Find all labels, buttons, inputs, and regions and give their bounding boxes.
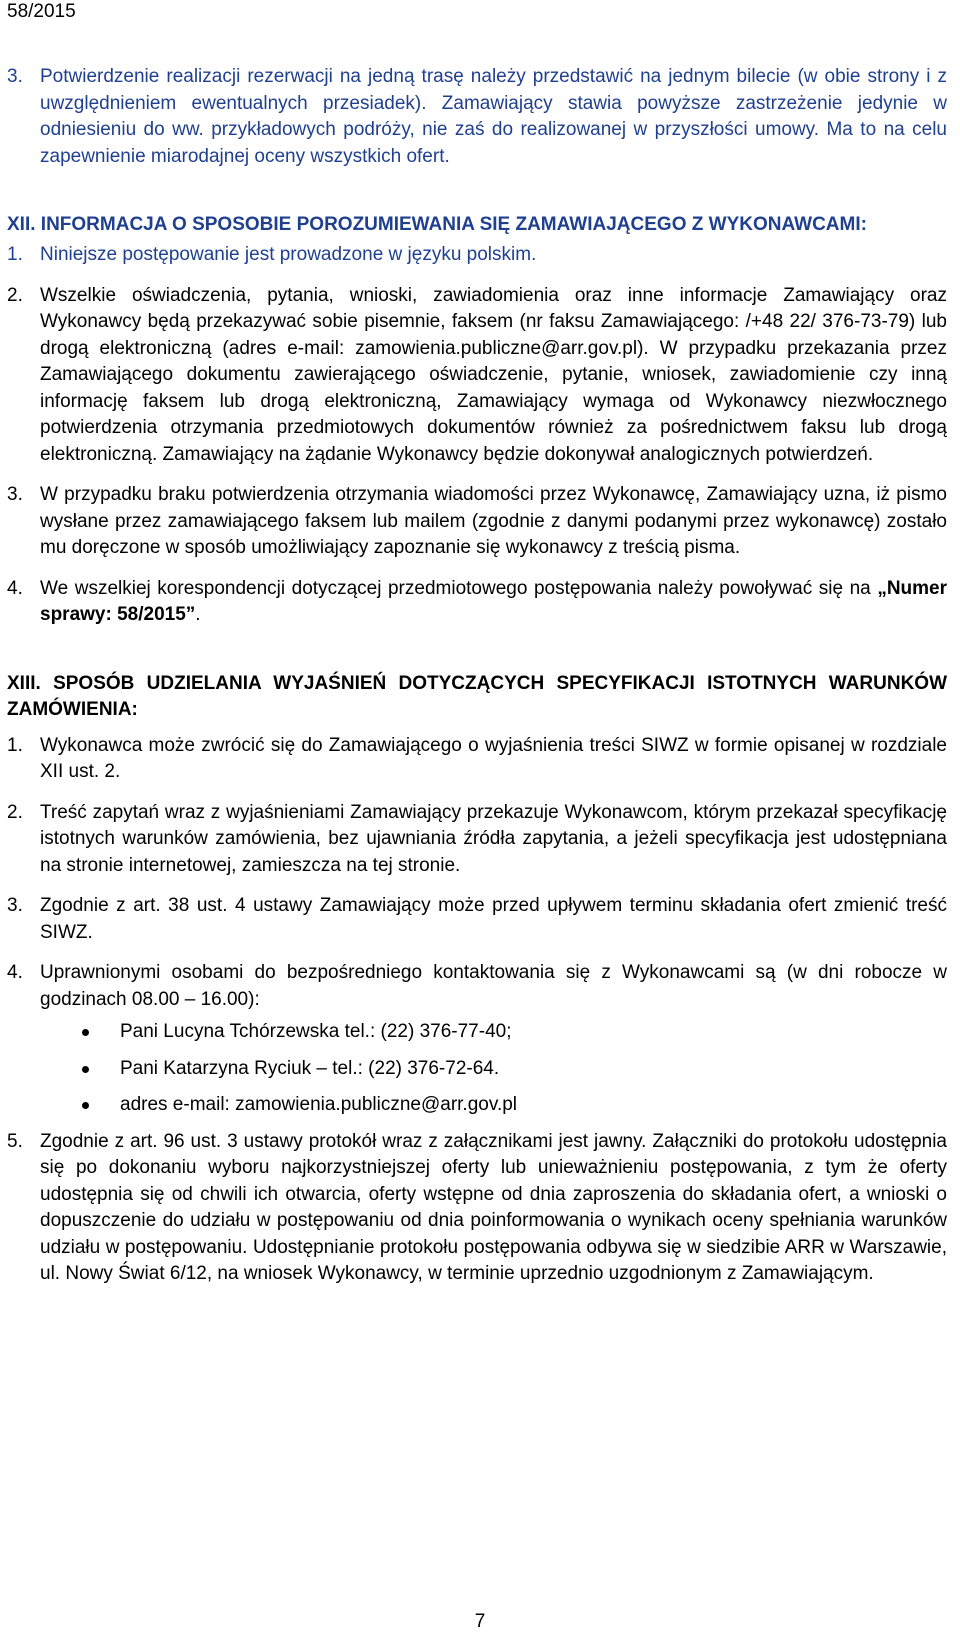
- item-number: 1.: [7, 244, 23, 265]
- item-number: 1.: [7, 734, 23, 756]
- section-xii-item-4: [7, 576, 947, 629]
- bullet-icon: [7, 1056, 120, 1083]
- contact-list-item: [7, 1019, 947, 1046]
- contact-list-item: [7, 1092, 947, 1119]
- item-number: 3.: [7, 484, 23, 505]
- item-text: [40, 576, 947, 629]
- page-header-case-number: 58/2015: [7, 1, 76, 22]
- item-number: 4.: [7, 577, 23, 599]
- section-xiii-item-4: [7, 960, 947, 1013]
- bullet-icon: [7, 1092, 120, 1119]
- bullet-icon: [7, 1019, 120, 1046]
- item-number: 3.: [7, 895, 23, 916]
- item-number: 5.: [7, 1130, 23, 1152]
- section-xiii-item-5: [7, 1129, 947, 1288]
- item-text: Potwierdzenie realizacji rezerwacji na jedną trasę należy przedstawić na jednym bilecie (w obie strony i z uwzględnieniem ewentualnych przesiadek). Zamawiający stawia powyższe zastrzeżenie jedynie w odniesieniu do ww. przykładowych podróży, nie zaś do realizowanej w przyszłości umowy. Ma to na celu zapewnienie miarodajnej oceny wszystkich ofert.: [40, 66, 947, 167]
- case-reference: „Numer sprawy: 58/2015”: [40, 577, 947, 625]
- document-body: [7, 64, 947, 1288]
- item-text-after: .: [195, 604, 201, 625]
- section-xii-item-2: [7, 283, 947, 469]
- section-xiii-item-1: [7, 733, 947, 786]
- item-number: 4.: [7, 962, 23, 983]
- section-xii-heading: XII. INFORMACJA O SPOSOBIE POROZUMIEWANIA SIĘ ZAMAWIAJĄCEGO Z WYKONAWCAMI:: [7, 214, 867, 235]
- section-xiii-heading: XIII. SPOSÓB UDZIELANIA WYJAŚNIEŃ DOTYCZĄCYCH SPECYFIKACJI ISTOTNYCH WARUNKÓW ZAMÓWIENIA:: [7, 672, 947, 720]
- item-text-before: We wszelkiej korespondencji dotyczącej przedmiotowego postępowania należy powoływać się na: [40, 577, 878, 599]
- item-text: Zgodnie z art. 96 ust. 3 ustawy protokół wraz z załącznikami jest jawny. Załączniki do protokołu udostępnia się po dokonaniu wyboru najkorzystniejszej oferty lub unieważnieniu postępowania, z tym że oferty udostępnia się od chwili ich otwarcia, oferty wstępne od dnia zaproszenia do składania ofert, a wnioski o dopuszczenie do udziału w postępowaniu od dnia poinformowania o wynikach oceny spełniania warunków udziału w postępowaniu. Udostępnianie protokołu postępowania odbywa się w siedzibie ARR w Warszawie, ul. Nowy Świat 6/12, na wniosek Wykonawcy, w terminie uprzednio uzgodnionym z Zamawiającym.: [40, 1130, 947, 1284]
- prev-section-item-3: [7, 64, 947, 170]
- item-text: Uprawnionymi osobami do bezpośredniego kontaktowania się z Wykonawcami są (w dni robocze w godzinach 08.00 – 16.00):: [40, 962, 947, 1010]
- item-text: Wszelkie oświadczenia, pytania, wnioski, zawiadomienia oraz inne informacje Zamawiający oraz Wykonawcy będą przekazywać sobie pisemnie, faksem (nr faksu Zamawiającego: /+48 22/ 376-73-79) lub drogą elektroniczną (adres e-mail: zamowienia.publiczne@arr.gov.pl). W przypadku przekazania przez Zamawiającego dokumentu zawierającego oświadczenie, pytanie, wniosek, zawiadomienie czy inną informację faksem lub drogą elektroniczną, Zamawiający wymaga od Wykonawcy niezwłocznego potwierdzenia otrzymania przedmiotowych dokumentów również za pośrednictwem faksu lub drogą elektroniczną. Zamawiający na żądanie Wykonawcy będzie dokonywał analogicznych potwierdzeń.: [40, 284, 947, 465]
- section-xiii-item-3: [7, 893, 947, 946]
- contact-text: adres e-mail: zamowienia.publiczne@arr.gov.pl: [120, 1094, 518, 1115]
- item-text: Zgodnie z art. 38 ust. 4 ustawy Zamawiający może przed upływem terminu składania ofert zmienić treść SIWZ.: [40, 895, 947, 943]
- contact-text: Pani Lucyna Tchórzewska tel.: (22) 376-77-40;: [120, 1021, 512, 1042]
- contact-list-item: [7, 1056, 947, 1083]
- item-text: Niniejsze postępowanie jest prowadzone w języku polskim.: [40, 244, 537, 265]
- contact-text: Pani Katarzyna Ryciuk – tel.: (22) 376-72-64.: [120, 1057, 500, 1079]
- item-text: Treść zapytań wraz z wyjaśnieniami Zamawiający przekazuje Wykonawcom, którym przekazał specyfikację istotnych warunków zamówienia, bez ujawniania źródła zapytania, a jeżeli specyfikacja jest udostępniana na stronie internetowej, zamieszcza na tej stronie.: [40, 801, 947, 876]
- item-text: W przypadku braku potwierdzenia otrzymania wiadomości przez Wykonawcę, Zamawiający uzna, iż pismo wysłane przez zamawiającego faksem lub mailem (zgodnie z danymi podanymi przez wykonawcę) zostało mu doręczone w sposób umożliwiający zapoznanie się wykonawcy z treścią pisma.: [40, 484, 947, 558]
- item-number: 2.: [7, 801, 23, 823]
- item-number: 2.: [7, 284, 23, 306]
- section-xii-item-3: [7, 482, 947, 562]
- section-xii-item-1: [7, 242, 947, 269]
- contact-list: [7, 1019, 947, 1119]
- item-number: 3.: [7, 66, 23, 87]
- section-xiii-item-2: [7, 800, 947, 880]
- item-text: Wykonawca może zwrócić się do Zamawiającego o wyjaśnienia treści SIWZ w formie opisanej w rozdziale XII ust. 2.: [40, 734, 947, 782]
- page-number: 7: [474, 1611, 486, 1632]
